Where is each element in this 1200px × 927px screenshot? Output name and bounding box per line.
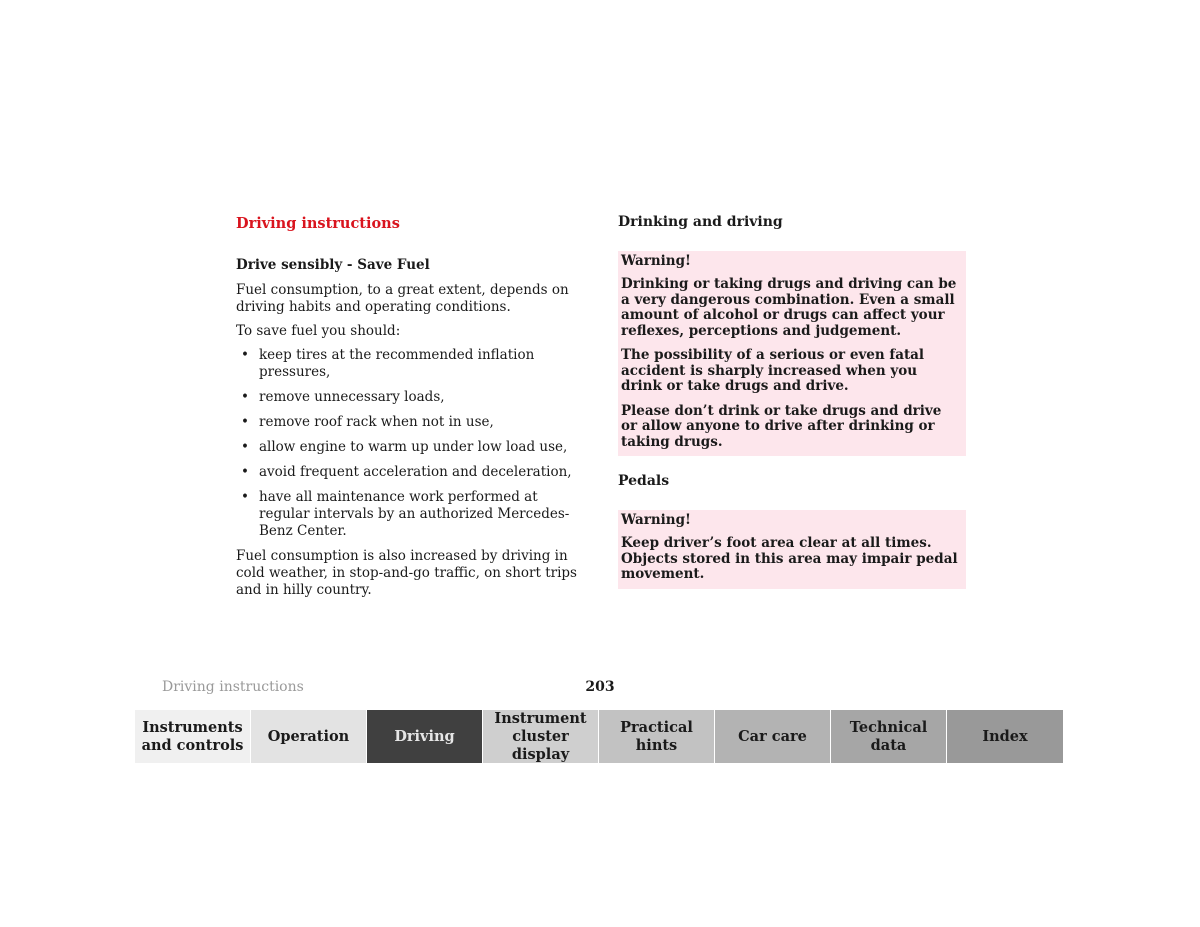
fuel-section [236, 257, 586, 606]
fuel-lead: To save fuel you should: [236, 323, 401, 339]
tab-technical-data[interactable] [831, 710, 947, 763]
tab-operation[interactable] [251, 710, 367, 763]
tab-label: Technical data [849, 718, 928, 754]
bullet-icon: • [241, 347, 249, 363]
tab-instrument-cluster-display[interactable] [483, 710, 599, 763]
tab-practical-hints[interactable] [599, 710, 715, 763]
fuel-closing: Fuel consumption is also increased by driving in cold weather, in stop-and-go traffic, on short trips and in hilly country. [236, 548, 577, 598]
fuel-subheading: Drive sensibly - Save Fuel [236, 257, 430, 273]
list-item: • remove unnecessary loads, [241, 389, 445, 405]
tab-label: Instrument cluster display [494, 709, 587, 763]
bullet-icon: • [241, 439, 249, 455]
page-number: 203 [585, 679, 615, 695]
tab-label: Operation [267, 727, 350, 745]
tab-index[interactable] [947, 710, 1063, 763]
list-item: • remove roof rack when not in use, [241, 414, 494, 430]
pedals-warning-box [618, 510, 966, 589]
fuel-intro: Fuel consumption, to a great extent, depends on driving habits and operating conditions. [236, 282, 569, 315]
drinking-warning-box [618, 251, 966, 457]
warning-text: Drinking or taking drugs and driving can be a very dangerous combination. Even a small amount of alcohol or drugs can affect your reflexes, perceptions and judgement. [621, 276, 957, 339]
section-title: Driving instructions [236, 215, 400, 232]
tab-driving[interactable] [367, 710, 483, 763]
bullet-icon: • [241, 489, 249, 505]
tab-label: Index [982, 727, 1028, 745]
warning-title: Warning! [621, 252, 691, 269]
warning-text: Please don’t drink or take drugs and drive or allow anyone to drive after drinking or taking drugs. [621, 402, 942, 450]
list-item: • allow engine to warm up under low load use, [241, 439, 568, 455]
warning-title: Warning! [621, 511, 691, 528]
warning-text: Keep driver’s foot area clear at all times. Objects stored in this area may impair pedal movement. [621, 535, 958, 582]
bullet-icon: • [241, 414, 249, 430]
footer-section-label: Driving instructions [162, 679, 304, 695]
tab-label: Car care [738, 727, 807, 745]
tab-instruments-and-controls[interactable] [135, 710, 251, 763]
chapter-nav [135, 710, 1065, 763]
safety-section [618, 215, 966, 589]
pedals-heading: Pedals [618, 473, 670, 489]
warning-text: The possibility of a serious or even fatal accident is sharply increased when you drink or take drugs and drive. [621, 347, 925, 394]
list-item: • keep tires at the recommended inflation pressures, [241, 347, 535, 380]
drinking-heading: Drinking and driving [618, 214, 783, 230]
tab-label: Driving [394, 727, 455, 745]
list-item: • avoid frequent acceleration and deceleration, [241, 464, 572, 480]
tab-label: Practical hints [620, 718, 693, 754]
bullet-icon: • [241, 464, 249, 480]
tab-car-care[interactable] [715, 710, 831, 763]
tab-label: Instruments and controls [141, 718, 244, 754]
fuel-tips-list [236, 347, 586, 540]
list-item: • have all maintenance work performed at regular intervals by an authorized Mercedes-Benz Center. [241, 489, 570, 539]
bullet-icon: • [241, 389, 249, 405]
